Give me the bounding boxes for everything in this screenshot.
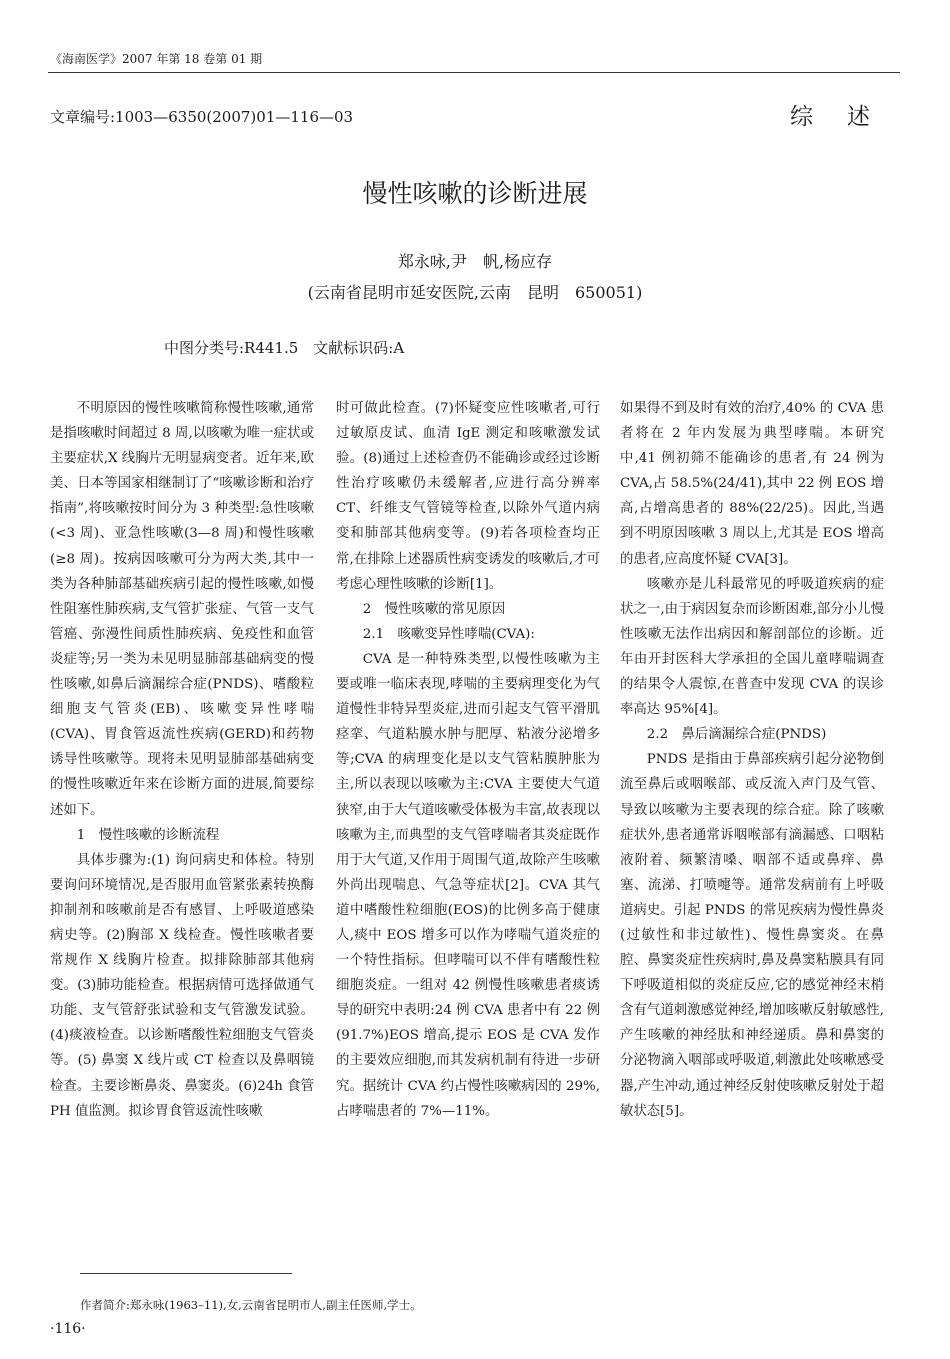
footnote-rule bbox=[80, 1273, 292, 1274]
page-number: ·116· bbox=[50, 1321, 86, 1337]
author-footnote: 作者简介:郑永咏(1963–11),女,云南省昆明市人,副主任医师,学士。 bbox=[80, 1298, 422, 1312]
header-rule bbox=[48, 72, 900, 73]
paragraph: PNDS 是指由于鼻部疾病引起分泌物倒流至鼻后或咽喉部、或反流入声门及气管、导致以咳嗽为主要表现的综合症。除了咳嗽症状外,患者通常诉咽喉部有滴漏感、口咽粘液附着、频繁清嗓、咽部不适或鼻痒、鼻塞、流涕、打喷嚏等。通常发病前有上呼吸道病史。引起 PNDS 的常见疾病为慢性鼻炎(过敏性和非过敏性)、慢性鼻窦炎。在鼻腔、鼻窦炎症性疾病时,鼻及鼻窦粘膜具有同下呼吸道相似的炎症反应,它的感觉神经末梢含有气道刺激感觉神经,增加咳嗽反射敏感性,产生咳嗽的神经肽和神经递质。鼻和鼻窦的分泌物滴入咽部或呼吸道,刺激此处咳嗽感受器,产生冲动,通过神经反射使咳嗽反射处于超敏状态[5]。 bbox=[620, 752, 884, 1119]
paragraph: 咳嗽亦是儿科最常见的呼吸道疾病的症状之一,由于病因复杂而诊断困难,部分小儿慢性咳嗽无法作出病因和解剖部位的诊断。近年由开封医科大学承担的全国儿童哮喘调查的结果令人震惊,在普查中发现 CVA 的误诊率高达 95%[4]。 bbox=[620, 576, 884, 718]
paragraph: 如果得不到及时有效的治疗,40% 的 CVA 患者将在 2 年内发展为典型哮喘。本研究中,41 例初筛不能确诊的患者,有 24 例为 CVA,占 58.5%(24/41),其中 22 例 EOS 增高,占增高患者的 88%(22/25)。因此,当遇到不明原因咳嗽 3 周以上,尤其是 EOS 增高的患者,应高度怀疑 CVA[3]。 bbox=[620, 401, 884, 567]
subsection-heading-2-2: 2.2 鼻后滴漏综合症(PNDS) bbox=[646, 727, 827, 743]
author-affiliation: (云南省昆明市延安医院,云南 昆明 650051) bbox=[307, 283, 643, 302]
author-list: 郑永咏,尹 帆,杨应存 bbox=[397, 252, 553, 271]
paragraph: 时可做此检查。(7)怀疑变应性咳嗽者,可行过敏原皮试、血清 IgE 测定和咳嗽激发试验。(8)通过上述检查仍不能确诊或经过诊断性治疗咳嗽仍未缓解者,应进行高分辨率 CT、纤维支气管镜等检查,以除外气道内病变和肺部其他病变等。(9)若各项检查均正常,在排除上述器质性病变诱发的咳嗽后,才可考虑心理性咳嗽的诊断[1]。 bbox=[336, 401, 600, 592]
subsection-heading-2-1: 2.1 咳嗽变异性哮喘(CVA): bbox=[362, 626, 535, 642]
article-title: 慢性咳嗽的诊断进展 bbox=[362, 179, 588, 208]
text-column-1 bbox=[50, 396, 314, 1241]
section-label: 综述 bbox=[790, 104, 904, 130]
article-number: 文章编号:1003—6350(2007)01—116—03 bbox=[50, 108, 354, 126]
journal-running-head: 《海南医学》2007 年第 18 卷第 01 期 bbox=[50, 52, 263, 66]
paragraph: 具体步骤为:(1) 询问病史和体检。特别要询问环境情况,是否服用血管紧张素转换酶抑制剂和咳嗽前是否有感冒、上呼吸道感染病史等。(2)胸部 X 线检查。慢性咳嗽者要常规作 X 线胸片检查。拟排除肺部其他病变。(3)肺功能检查。根据病情可选择做通气功能、支气管舒张试验和支气管激发试验。(4)痰液检查。以诊断嗜酸性粒细胞支气管炎等。(5) 鼻窦 X 线片或 CT 检查以及鼻咽镜检查。主要诊断鼻炎、鼻窦炎。(6)24h 食管 PH 值监测。拟诊胃食管返流性咳嗽 bbox=[50, 852, 314, 1119]
section-heading-2: 2 慢性咳嗽的常见原因 bbox=[362, 601, 506, 617]
paragraph: CVA 是一种特殊类型,以慢性咳嗽为主要或唯一临床表现,哮喘的主要病理变化为气道慢性非特异型炎症,进而引起支气管平滑肌痉挛、气道粘膜水肿与肥厚、粘液分泌增多等;CVA 的病理变化是以支气管粘膜肿胀为主,所以表现以咳嗽为主:CVA 主要使大气道狭窄,由于大气道咳嗽受体极为丰富,故表现以咳嗽为主,而典型的支气管哮喘者其炎症既作用于大气道,又作用于周围气道,故除产生咳嗽外尚出现喘息、气急等症状[2]。CVA 其气道中嗜酸性粒细胞(EOS)的比例多高于健康人,痰中 EOS 增多可以作为哮喘气道炎症的一个特性指标。但哮喘可以不伴有嗜酸性粒细胞炎症。一组对 42 例慢性咳嗽患者痰诱导的研究中表明:24 例 CVA 患者中有 22 例(91.7%)EOS 增高,提示 EOS 是 CVA 发作的主要效应细胞,而其发病机制有待进一步研究。据统计 CVA 约占慢性咳嗽病因的 29%,占哮喘患者的 7%—11%。 bbox=[336, 651, 600, 1119]
text-column-3 bbox=[620, 396, 884, 1241]
classification-codes: 中图分类号:R441.5 文献标识码:A bbox=[164, 339, 405, 357]
text-column-2 bbox=[336, 396, 600, 1241]
section-heading-1: 1 慢性咳嗽的诊断流程 bbox=[76, 827, 220, 843]
intro-paragraph: 不明原因的慢性咳嗽简称慢性咳嗽,通常是指咳嗽时间超过 8 周,以咳嗽为唯一症状或主要症状,X 线胸片无明显病变者。近年来,欧美、日本等国家相继制订了“咳嗽诊断和治疗指南”,将咳嗽按时间分为 3 种类型:急性咳嗽(<3 周)、亚急性咳嗽(3—8 周)和慢性咳嗽(≥8 周)。按病因咳嗽可分为两大类,其中一类为各种肺部基础疾病引起的慢性咳嗽,如慢性阻塞性肺疾病,支气管扩张症、气管一支气管癌、弥漫性间质性肺疾病、免疫性和血管炎症等;另一类为未见明显肺部基础病变的慢性咳嗽,如鼻后滴漏综合症(PNDS)、嗜酸粒细胞支气管炎(EB)、咳嗽变异性哮喘(CVA)、胃食管返流性疾病(GERD)和药物诱导性咳嗽等。现将未见明显肺部基础病变的慢性咳嗽近年来在诊断方面的进展,简要综述如下。 bbox=[50, 401, 314, 818]
